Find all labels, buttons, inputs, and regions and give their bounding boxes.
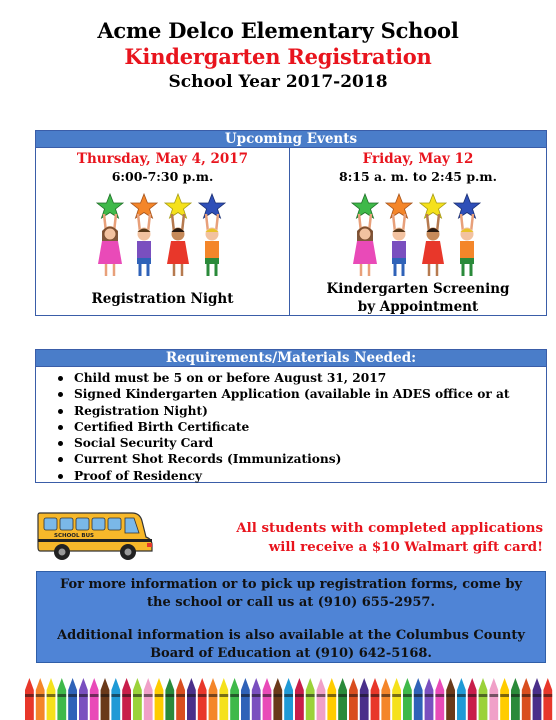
crayon — [317, 678, 326, 720]
crayon — [144, 678, 153, 720]
crayon — [90, 678, 99, 720]
event-caption-line: Kindergarten Screening — [326, 281, 510, 297]
promo-line: will receive a $10 Walmart gift card! — [268, 539, 543, 555]
event-date: Friday, May 12 — [362, 151, 474, 167]
crayon — [263, 678, 272, 720]
crayon — [68, 678, 77, 720]
event-kindergarten-screening — [290, 148, 546, 316]
registration-title: Kindergarten Registration — [124, 44, 432, 69]
crayon — [47, 678, 56, 720]
kid-figure-1 — [97, 194, 123, 276]
event-caption-line: by Appointment — [357, 299, 479, 315]
crayon — [295, 678, 304, 720]
requirements-box — [35, 349, 547, 483]
crayon — [230, 678, 239, 720]
kid-figure-3 — [165, 194, 191, 276]
crayon — [414, 678, 423, 720]
event-caption — [290, 280, 546, 316]
crayon-border-illustration — [24, 676, 556, 720]
events-heading: Upcoming Events — [36, 131, 546, 148]
event-registration-night — [36, 148, 290, 316]
crayon — [79, 678, 88, 720]
kid-figure-2 — [131, 194, 157, 276]
crayon — [219, 678, 228, 720]
crayon — [187, 678, 196, 720]
crayon — [111, 678, 120, 720]
crayon — [435, 678, 444, 720]
crayon — [165, 678, 174, 720]
crayon — [122, 678, 131, 720]
school-name: Acme Delco Elementary School — [97, 18, 459, 43]
crayon — [273, 678, 282, 720]
kid-figure-4 — [199, 194, 225, 276]
list-item: Social Security Card — [56, 435, 546, 451]
crayon — [338, 678, 347, 720]
crayon — [489, 678, 498, 720]
list-item-continuation: Registration Night) — [56, 403, 546, 419]
event-time: 8:15 a. m. to 2:45 p.m. — [339, 169, 497, 184]
requirements-list — [36, 367, 546, 484]
kid-figure-1 — [352, 194, 378, 276]
crayon — [479, 678, 488, 720]
crayon — [209, 678, 218, 720]
crayon — [392, 678, 401, 720]
promo-line: All students with completed applications — [236, 520, 543, 536]
contact-info-box — [36, 571, 546, 663]
event-date: Thursday, May 4, 2017 — [76, 151, 249, 167]
crayon — [176, 678, 185, 720]
crayon — [533, 678, 542, 720]
crayon — [371, 678, 380, 720]
school-year: School Year 2017-2018 — [168, 72, 388, 92]
crayon — [543, 678, 552, 720]
list-item: Certified Birth Certificate — [56, 419, 546, 435]
gift-card-promo — [180, 519, 543, 557]
crayon — [36, 678, 45, 720]
crayon — [327, 678, 336, 720]
crayon — [25, 678, 34, 720]
crayon — [198, 678, 207, 720]
crayon — [101, 678, 110, 720]
school-bus-icon — [36, 507, 154, 561]
kid-figure-3 — [420, 194, 446, 276]
event-caption: Registration Night — [91, 291, 234, 307]
list-item: Signed Kindergarten Application (available in ADES office or at — [56, 386, 546, 402]
flyer-header — [0, 18, 556, 94]
crayon — [522, 678, 531, 720]
crayon — [446, 678, 455, 720]
info-line: the school or call us at (910) 655-2957. — [147, 594, 435, 610]
kid-figure-4 — [454, 194, 480, 276]
crayon — [241, 678, 250, 720]
crayon — [403, 678, 412, 720]
crayon — [360, 678, 369, 720]
upcoming-events-box — [35, 130, 547, 316]
crayon — [425, 678, 434, 720]
crayon — [155, 678, 164, 720]
crayon — [381, 678, 390, 720]
list-item: Child must be 5 on or before August 31, 2017 — [56, 370, 546, 386]
crayon — [468, 678, 477, 720]
crayon — [252, 678, 261, 720]
crayon — [133, 678, 142, 720]
kids-with-stars-illustration — [93, 192, 233, 282]
info-line: For more information or to pick up registration forms, come by — [59, 577, 523, 592]
crayon — [511, 678, 520, 720]
info-line: Board of Education at (910) 642-5168. — [150, 645, 432, 661]
crayon — [500, 678, 509, 720]
bus-label: SCHOOL BUS — [54, 533, 94, 539]
crayon — [57, 678, 66, 720]
crayon — [284, 678, 293, 720]
event-time: 6:00-7:30 p.m. — [111, 169, 214, 184]
list-item: Current Shot Records (Immunizations) — [56, 451, 546, 467]
list-item: Proof of Residency — [56, 468, 546, 484]
info-line: Additional information is also available at the Columbus County — [57, 628, 525, 643]
requirements-heading: Requirements/Materials Needed: — [36, 350, 546, 367]
crayon — [457, 678, 466, 720]
kids-with-stars-illustration — [348, 192, 488, 282]
crayon — [349, 678, 358, 720]
kid-figure-2 — [386, 194, 412, 276]
crayon — [306, 678, 315, 720]
